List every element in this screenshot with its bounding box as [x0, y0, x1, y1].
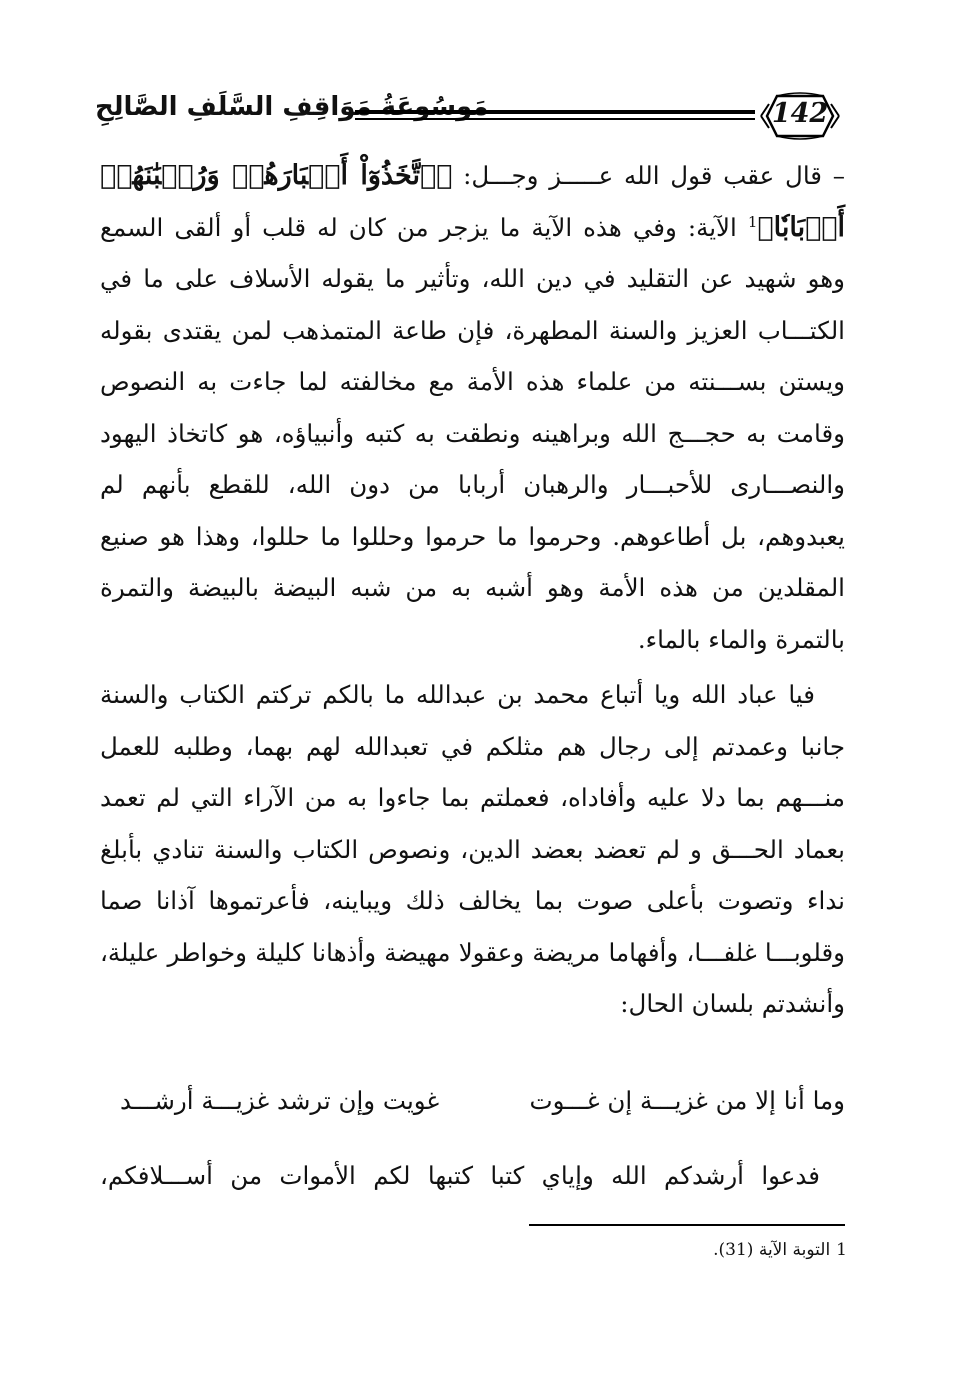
verse-first-hemistich: وما أنا إلا من غزيـــة إن غـــوت [529, 1086, 845, 1115]
footnote-number: 1 [836, 1240, 847, 1260]
footnote-reference[interactable]: 1 [747, 212, 758, 231]
page-number: 142 [771, 98, 829, 129]
poetry-verse [120, 1086, 845, 1136]
paragraph-1-text: الآية: وفي هذه الآية ما يزجر من كان له قلب أو ألقى السمع وهو شهيد عن التقليد في دين الله، وتأثير ما يقوله الأسلاف على ما في الكتـــاب العزيز والسنة المطهرة، فإن طاعة المتمذهب لمن يقتدى بقوله ويستن بســـنته من علماء هذه الأمة مع مخالفته لما جاءت به النصوص وقامت به حجـــج الله وبراهينه ونطقت به كتبه وأنبياؤه، هو كاتخاذ اليهود والنصـــارى للأحبـــار والرهبان أربابا من دون الله، للقطع بأنهم لم يعبدوهم، بل أطاعوهم. وحرموا ما حرموا وحللوا ما حللوا، وهذا هو صنيع المقلدين من هذه الأمة وهو أشبه به من شبه البيضة بالبيضة والتمرة بالتمرة والماء بالماء. [100, 212, 845, 654]
verse-second-hemistich: غويت وإن ترشد غزيـــة أرشـــد [120, 1086, 440, 1115]
footnote-text: التوبة الآية (31). [713, 1240, 831, 1260]
series-title: مَوسُوعَةُ مَوَاقِفِ السَّلَفِ الصَّالِحِ [95, 92, 489, 122]
footnote-divider [529, 1224, 845, 1226]
quran-verse: ﴿ٱتَّخَذُوٓاْ أَحۡبَارَهُمۡ وَرُهۡبَٰنَهُمۡ أَرۡبَابٗا﴾ [100, 160, 845, 243]
paragraph-2: فيا عباد الله ويا أتباع محمد بن عبدالله ما بالكم تركتم الكتاب والسنة جانبا وعمدتم إلى رجال هم مثلكم في تعبدالله لهم بهما، وطلبه للعمل منـــهم بما دلا عليه وأفاداه، فعملتم بما جاءوا به من الآراء التي لم تعمد بعماد الحـــق و لم تعضد بعضد الدين، ونصوص الكتاب والسنة تنادي بأبلغ نداء وتصوت بأعلى صوت بما يخالف ذلك ويباينه، فأعرتموها آذانا صما وقلوبـــا غلفـــا، وأفهاما مريضة وعقولا مهيضة وأذهانا كليلة وخواطر عليلة، وأنشدتم بلسان الحال: [100, 680, 845, 1018]
page-header [95, 84, 845, 148]
footnote [713, 1240, 847, 1260]
page-number-badge [755, 88, 845, 144]
paragraph-intro: – قال عقب قول الله عـــــز وجـــل: [452, 161, 846, 190]
main-text [100, 150, 845, 1030]
continuation-line: فدعوا أرشدكم الله وإياي كتبا كتبها لكم الأموات من أســـلافكم، [100, 1161, 820, 1190]
header-rule [355, 110, 755, 120]
paragraph-1 [100, 150, 845, 665]
